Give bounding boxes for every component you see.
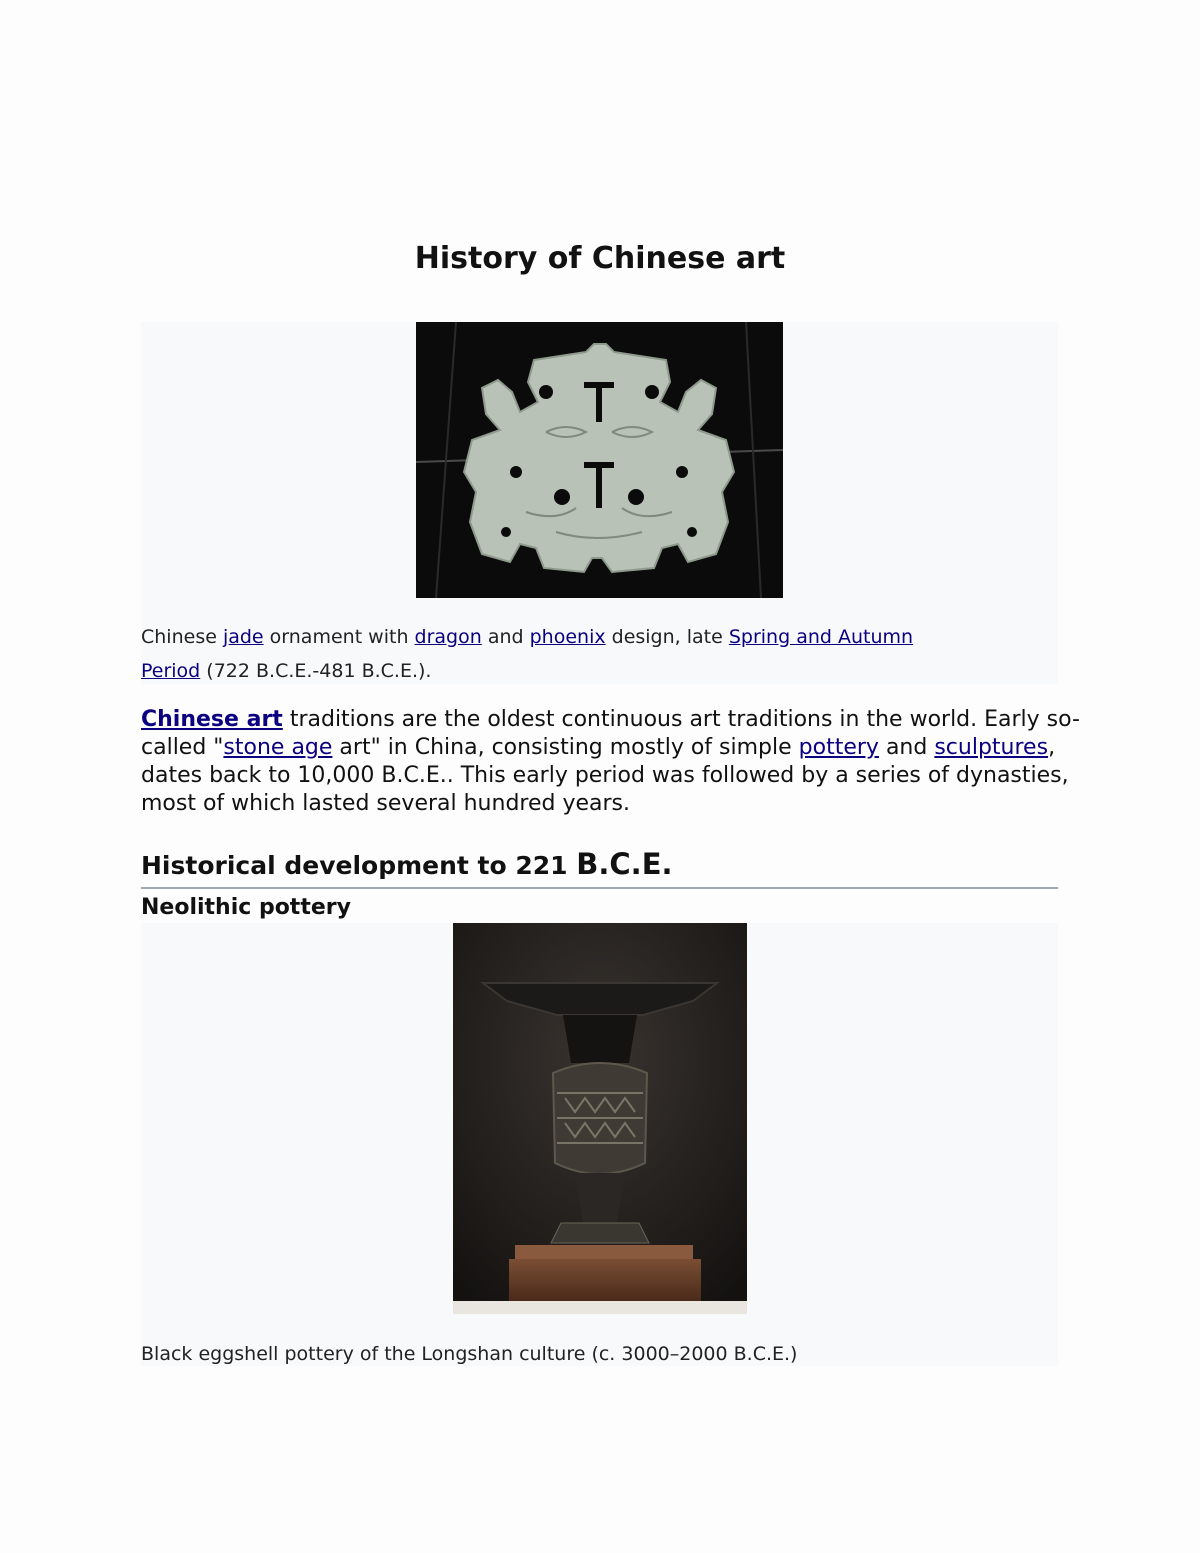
link-spring-autumn-period[interactable]: Spring and Autumn — [728, 626, 914, 648]
caption-text: design, late — [605, 626, 729, 648]
intro-text: traditions are the oldest continuous art traditions in the world. Early so-called " — [141, 707, 1080, 760]
section-heading-text: Historical development to 221 — [141, 851, 577, 880]
subsection-heading: Neolithic pottery — [141, 895, 351, 920]
page-title: History of Chinese art — [414, 241, 786, 276]
figure-eggshell-pottery — [141, 923, 1058, 1366]
link-dragon[interactable]: dragon — [414, 626, 482, 648]
intro-text: , dates back to 10,000 B.C.E.. This early period was followed by a series of dynasties, most of which lasted several hundred years. — [141, 735, 1069, 816]
section-heading — [141, 845, 1058, 889]
link-spring-autumn-period-cont[interactable]: Period — [141, 660, 201, 682]
caption-text: ornament with — [263, 626, 415, 648]
link-sculptures[interactable]: sculptures — [934, 735, 1049, 760]
eggshell-pottery-photo[interactable] — [453, 923, 747, 1314]
figure-caption: Black eggshell pottery of the Longshan culture (c. 3000–2000 B.C.E.) — [141, 1343, 798, 1365]
link-phoenix[interactable]: phoenix — [529, 626, 606, 648]
jade-ornament-image — [416, 322, 783, 598]
section-heading-era: B.C.E. — [576, 847, 673, 881]
link-stone-age[interactable]: stone age — [223, 735, 333, 760]
intro-paragraph — [141, 706, 1111, 818]
figure-jade-ornament — [141, 322, 1058, 684]
jade-ornament-photo[interactable] — [416, 322, 783, 598]
eggshell-pottery-image — [453, 923, 747, 1314]
link-pottery[interactable]: pottery — [798, 735, 879, 760]
intro-text: art" in China, consisting mostly of simple — [332, 735, 799, 760]
intro-text: and — [878, 735, 935, 760]
caption-text: and — [481, 626, 530, 648]
caption-text: (722 B.C.E.-481 B.C.E.). — [200, 660, 432, 682]
link-jade[interactable]: jade — [222, 626, 264, 648]
figure-caption — [141, 620, 1001, 688]
link-chinese-art[interactable]: Chinese art — [141, 707, 283, 732]
caption-text: Chinese — [141, 626, 223, 648]
